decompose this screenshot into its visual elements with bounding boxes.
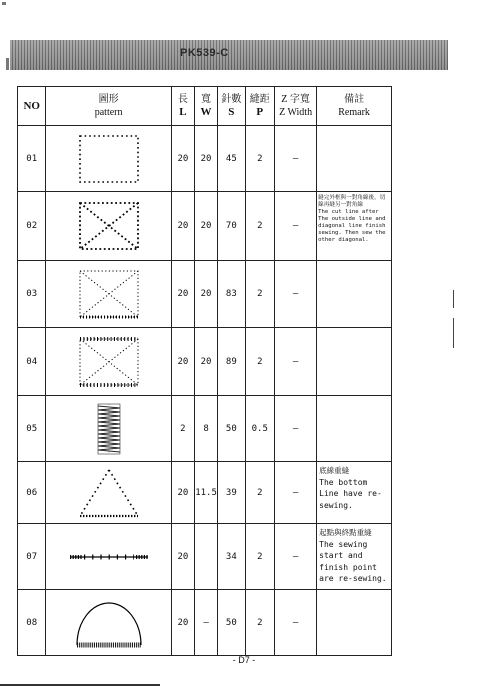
cell-remark: [317, 590, 392, 656]
header-row: [18, 87, 392, 126]
col-pattern: 圖形 pattern: [46, 87, 171, 126]
cell-zwidth: —: [275, 126, 317, 192]
rectangle-icon: [46, 126, 171, 192]
scan-mark: [453, 290, 454, 308]
cell-width: 20: [194, 328, 217, 396]
straight-line-icon: [46, 524, 171, 590]
col-remark: 備註 Remark: [317, 87, 392, 126]
cell-zwidth: —: [275, 328, 317, 396]
pattern-spec-table: [17, 86, 392, 656]
rect-cross-bartack-icon: [46, 328, 171, 396]
cell-remark: [317, 328, 392, 396]
cell-pitch: 2: [245, 261, 274, 328]
cell-pitch: 2: [245, 462, 274, 524]
col-no: NO: [18, 87, 46, 126]
col-width: 寬 W: [194, 87, 217, 126]
cell-width: 11.5: [194, 462, 217, 524]
cell-pitch: 2: [245, 126, 274, 192]
scan-edge-line: [0, 684, 160, 686]
cell-length: 20: [171, 328, 194, 396]
row-no: 01: [18, 126, 46, 192]
cell-remark: 起點與終點重縫 The sewing start and finish point are re-sewing.: [317, 524, 392, 590]
scan-speck: [6, 58, 9, 70]
semicircle-icon: [46, 590, 171, 656]
cell-stitches: 83: [218, 261, 245, 328]
cell-pitch: 2: [245, 524, 274, 590]
col-length: 長 L: [171, 87, 194, 126]
row-no: 07: [18, 524, 46, 590]
cell-stitches: 50: [218, 590, 245, 656]
cell-stitches: 39: [218, 462, 245, 524]
col-stitches: 針數 S: [218, 87, 245, 126]
table-row: [18, 524, 392, 590]
table-row: [18, 462, 392, 524]
cell-zwidth: —: [275, 261, 317, 328]
col-pitch: 縫距 P: [245, 87, 274, 126]
cell-remark: [317, 126, 392, 192]
row-no: 04: [18, 328, 46, 396]
row-no: 06: [18, 462, 46, 524]
cell-length: 2: [171, 396, 194, 462]
cell-zwidth: —: [275, 192, 317, 261]
cell-width: 20: [194, 126, 217, 192]
cell-remark: 縫完外框與一對角線後，切線再縫另一對角線 The cut line after The outside line and diagonal line finish sewing. Then sew the other diagonal.: [317, 192, 392, 261]
cell-zwidth: —: [275, 462, 317, 524]
row-no: 05: [18, 396, 46, 462]
table-row: [18, 328, 392, 396]
cell-remark: [317, 396, 392, 462]
cell-width: 20: [194, 192, 217, 261]
cell-width: [194, 524, 217, 590]
cell-stitches: 45: [218, 126, 245, 192]
cell-zwidth: —: [275, 396, 317, 462]
cell-zwidth: —: [275, 524, 317, 590]
rect-cross-icon: [46, 261, 171, 328]
cell-pitch: 2: [245, 328, 274, 396]
row-no: 03: [18, 261, 46, 328]
cell-remark: [317, 261, 392, 328]
table-row: [18, 261, 392, 328]
scan-mark: [453, 318, 454, 348]
cell-width: —: [194, 590, 217, 656]
table-row: [18, 590, 392, 656]
scan-speck: [2, 2, 6, 5]
row-no: 02: [18, 192, 46, 261]
cell-length: 20: [171, 192, 194, 261]
col-zwidth: Z 字寬 Z Width: [275, 87, 317, 126]
cell-pitch: 0.5: [245, 396, 274, 462]
cell-width: 8: [194, 396, 217, 462]
cell-stitches: 89: [218, 328, 245, 396]
cell-length: 20: [171, 126, 194, 192]
cell-pitch: 2: [245, 192, 274, 261]
page-number: - D7 -: [232, 655, 256, 665]
table-row: [18, 396, 392, 462]
cell-stitches: 50: [218, 396, 245, 462]
cell-length: 20: [171, 462, 194, 524]
cell-length: 20: [171, 590, 194, 656]
cell-pitch: 2: [245, 590, 274, 656]
cell-length: 20: [171, 261, 194, 328]
row-no: 08: [18, 590, 46, 656]
model-name: PK539-C: [180, 47, 229, 59]
cell-stitches: 70: [218, 192, 245, 261]
triangle-icon: [46, 462, 171, 524]
table-row: [18, 192, 392, 261]
cell-remark: 底線重縫 The bottom Line have re-sewing.: [317, 462, 392, 524]
cell-zwidth: —: [275, 590, 317, 656]
table-row: [18, 126, 392, 192]
cell-stitches: 34: [218, 524, 245, 590]
cell-length: 20: [171, 524, 194, 590]
header-banner: [10, 40, 448, 70]
zigzag-bar-icon: [46, 396, 171, 462]
cell-width: 20: [194, 261, 217, 328]
rect-cross-icon: [46, 192, 171, 261]
